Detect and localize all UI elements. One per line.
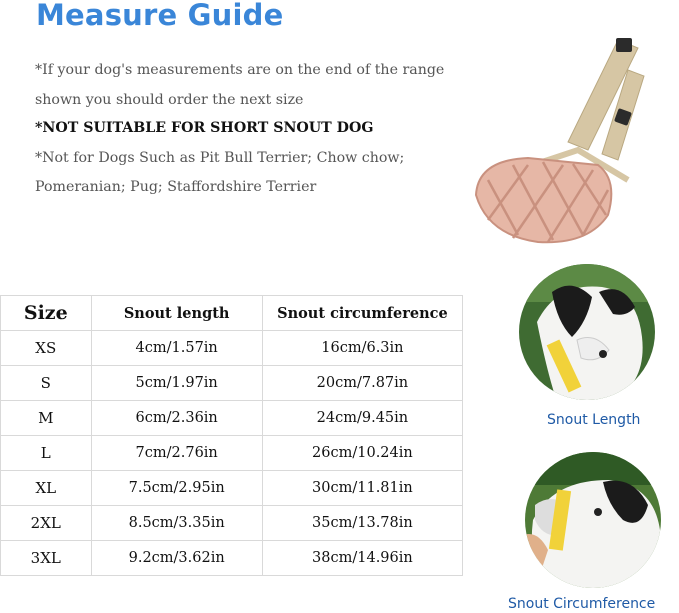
snout-circumference-cell: 30cm/11.81in [262, 471, 462, 506]
snout-circumference-cell: 38cm/14.96in [262, 541, 462, 576]
size-cell: 2XL [1, 506, 92, 541]
note-next-size: shown you should order the next size [35, 92, 304, 108]
table-row [1, 366, 463, 401]
note-breeds-continued: Pomeranian; Pug; Staffordshire Terrier [35, 179, 317, 195]
table-row [1, 436, 463, 471]
snout-length-dog-image [517, 262, 657, 402]
table-row [1, 541, 463, 576]
snout-length-cell: 8.5cm/3.35in [91, 506, 262, 541]
snout-circumference-dog-image [523, 450, 663, 590]
snout-length-cell: 4cm/1.57in [91, 331, 262, 366]
size-cell: L [1, 436, 92, 471]
snout-circumference-cell: 16cm/6.3in [262, 331, 462, 366]
snout-circumference-cell: 35cm/13.78in [262, 506, 462, 541]
table-row [1, 401, 463, 436]
header-snout-length: Snout length [91, 296, 262, 331]
snout-length-cell: 7.5cm/2.95in [91, 471, 262, 506]
snout-length-cell: 5cm/1.97in [91, 366, 262, 401]
page-title: Measure Guide [36, 0, 284, 32]
snout-length-cell: 6cm/2.36in [91, 401, 262, 436]
header-snout-circumference: Snout circumference [262, 296, 462, 331]
size-cell: XL [1, 471, 92, 506]
table-row [1, 331, 463, 366]
note-short-snout-warning: *NOT SUITABLE FOR SHORT SNOUT DOG [35, 120, 374, 136]
snout-circumference-caption: Snout Circumference [508, 596, 656, 612]
snout-circumference-cell: 26cm/10.24in [262, 436, 462, 471]
note-range: *If your dog's measurements are on the end of the range [35, 62, 445, 78]
snout-circumference-cell: 20cm/7.87in [262, 366, 462, 401]
table-header-row [1, 296, 463, 331]
snout-length-cell: 9.2cm/3.62in [91, 541, 262, 576]
table-row [1, 471, 463, 506]
size-cell: XS [1, 331, 92, 366]
snout-circumference-cell: 24cm/9.45in [262, 401, 462, 436]
snout-length-caption: Snout Length [547, 412, 641, 428]
size-chart-table [0, 295, 463, 576]
muzzle-product-image [468, 30, 678, 250]
header-size: Size [1, 296, 92, 331]
snout-length-cell: 7cm/2.76in [91, 436, 262, 471]
size-cell: 3XL [1, 541, 92, 576]
table-row [1, 506, 463, 541]
size-cell: M [1, 401, 92, 436]
note-breeds: *Not for Dogs Such as Pit Bull Terrier; Chow chow; [35, 150, 405, 166]
size-cell: S [1, 366, 92, 401]
